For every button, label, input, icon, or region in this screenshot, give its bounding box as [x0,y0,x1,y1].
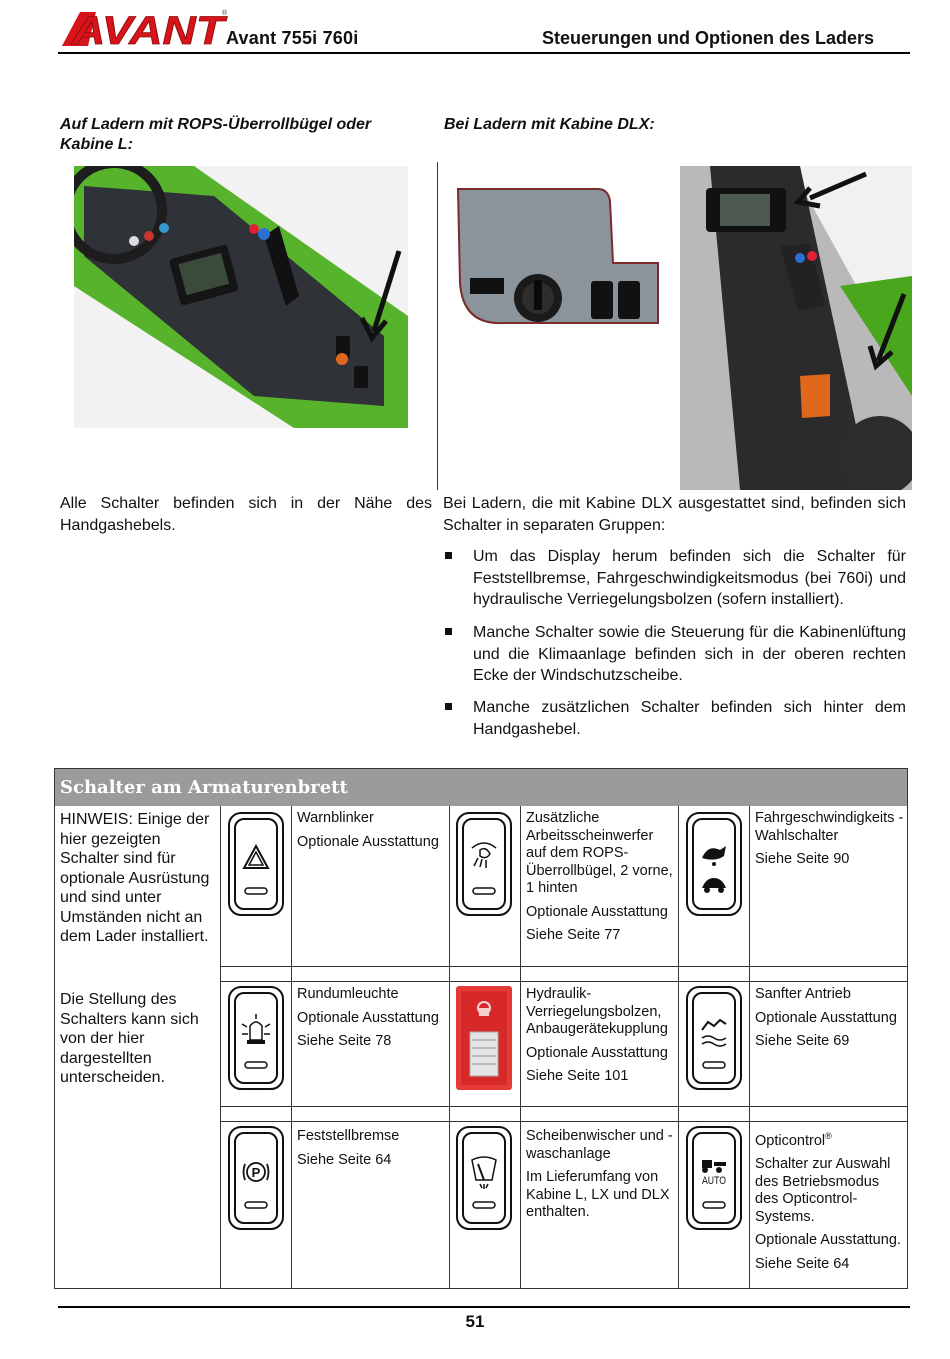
table-divider [678,806,679,1288]
switch-name: Scheibenwischer und -waschanlage [526,1128,673,1162]
model-name: Avant 755i 760i [226,28,359,48]
rops-heading: Auf Ladern mit ROPS-Überrollbügel oder Kabine L: [60,116,372,153]
bullet-item [442,622,906,687]
soft-drive-icon [686,986,742,1090]
bullet-text: Um das Display herum befinden sich die Schalter für Feststellbremse, Fahrgeschwindigkeitsmodus (bei 760i) und hydraulische Verriegelungsbolzen (sofern installiert). [473,548,906,608]
hydraulic-lock-icon [456,986,512,1090]
column-divider [437,162,438,490]
switch-name: Hydraulik-Verriegelungsbolzen, Anbaugerätekupplung [526,986,668,1037]
switch-info: Siehe Seite 64 [755,1255,850,1272]
switch-cell [755,986,905,1057]
switch-name: Feststellbremse [297,1128,400,1144]
table-divider [220,1121,907,1122]
table-title: Schalter am Armaturenbrett [60,777,348,798]
hazard-icon [228,812,284,916]
switch-info: Siehe Seite 78 [297,1033,392,1049]
switch-name: Zusätzliche Arbeitsscheinwerfer auf dem ROPS-Überrollbügel, 2 vorne, 1 hinten [526,810,673,896]
bullet-item [442,546,906,611]
switch-info: Optionale Ausstattung [297,1009,439,1026]
bullet-square [445,703,452,710]
table-divider [520,806,521,1288]
switch-name: Fahrgeschwindigkeits -Wahlschalter [755,810,904,844]
dlx-switch-panel-photo [448,183,662,333]
switch-info: Siehe Seite 90 [755,851,850,867]
switch-cell [297,1128,445,1175]
switch-info: Optionale Ausstattung [755,1009,897,1026]
opticontrol-icon [686,1126,742,1230]
dlx-intro: Bei Ladern, die mit Kabine DLX ausgestattet sind, befinden sich Schalter in separaten Gruppen: [443,495,906,534]
switch-info: Schalter zur Auswahl des Betriebsmodus des Opticontrol-Systems. [755,1156,891,1225]
switch-name: Rundumleuchte [297,986,399,1002]
work-light-icon [456,812,512,916]
svg-text:®: ® [222,10,228,17]
switch-cell [526,1128,676,1228]
svg-text:AVANT: AVANT [70,9,229,50]
switch-info: Siehe Seite 64 [297,1151,392,1168]
beacon-icon [228,986,284,1090]
bullet-square [445,552,452,559]
switch-info: Siehe Seite 77 [526,927,621,943]
switch-info: Siehe Seite 69 [755,1033,850,1049]
table-divider [220,981,907,982]
switch-info: Optionale Ausstattung [526,1044,668,1061]
registered-mark: ® [825,1131,832,1141]
section-title: Steuerungen und Optionen des Laders [541,28,874,48]
avant-logo [58,6,230,50]
dlx-cab-console-photo [680,166,912,490]
switch-name: Sanfter Antrieb [755,986,851,1002]
dlx-heading: Bei Ladern mit Kabine DLX: [444,116,655,133]
table-divider [220,1106,907,1107]
wiper-icon [456,1126,512,1230]
page-number: 51 [465,1312,485,1331]
table-divider [749,806,750,1288]
bullet-text: Manche zusätzlichen Schalter befinden sich hinter dem Handgashebel. [473,699,906,738]
switch-info: Optionale Ausstattung [526,903,668,920]
footer-divider [58,1306,910,1308]
switch-cell [526,986,676,1092]
parking-brake-icon [228,1126,284,1230]
rops-dashboard-photo [74,166,408,428]
switch-info: Siehe Seite 101 [526,1068,629,1084]
switch-cell [297,986,445,1057]
switch-info: Optionale Ausstattung. [755,1232,901,1249]
speed-mode-icon [686,812,742,916]
switch-name: Opticontrol [755,1132,826,1149]
rops-description: Alle Schalter befinden sich in der Nähe des Handgashebels. [60,495,432,534]
table-divider [220,966,907,967]
switch-cell [755,1128,905,1279]
table-divider [291,806,292,1288]
header-divider [58,52,910,54]
switch-cell [526,810,676,951]
switch-cell [755,810,905,875]
bullet-text: Manche Schalter sowie die Steuerung für die Kabinenlüftung und die Klimaanlage befinden sich in der oberen rechten Ecke der Windschutzscheibe. [473,624,906,684]
opticontrol-auto-label: AUTO [702,1175,727,1187]
parking-p-label: P [251,1165,261,1180]
switch-name: Warnblinker [297,810,374,826]
switch-info: Optionale Ausstattung [297,833,439,850]
table-note: Die Stellung des Schalters kann sich von der hier dargestellten unterscheiden. [60,991,199,1086]
switch-info: Im Lieferumfang von Kabine L, LX und DLX enthalten. [526,1169,670,1220]
table-note: HINWEIS: Einige der hier gezeigten Schalter sind für optionale Ausrüstung und sind unter Umständen nicht an dem Lader installiert. [60,811,210,945]
table-divider [449,806,450,1288]
bullet-item [442,697,906,740]
table-divider [220,806,221,1288]
switch-cell [297,810,445,857]
bullet-square [445,628,452,635]
